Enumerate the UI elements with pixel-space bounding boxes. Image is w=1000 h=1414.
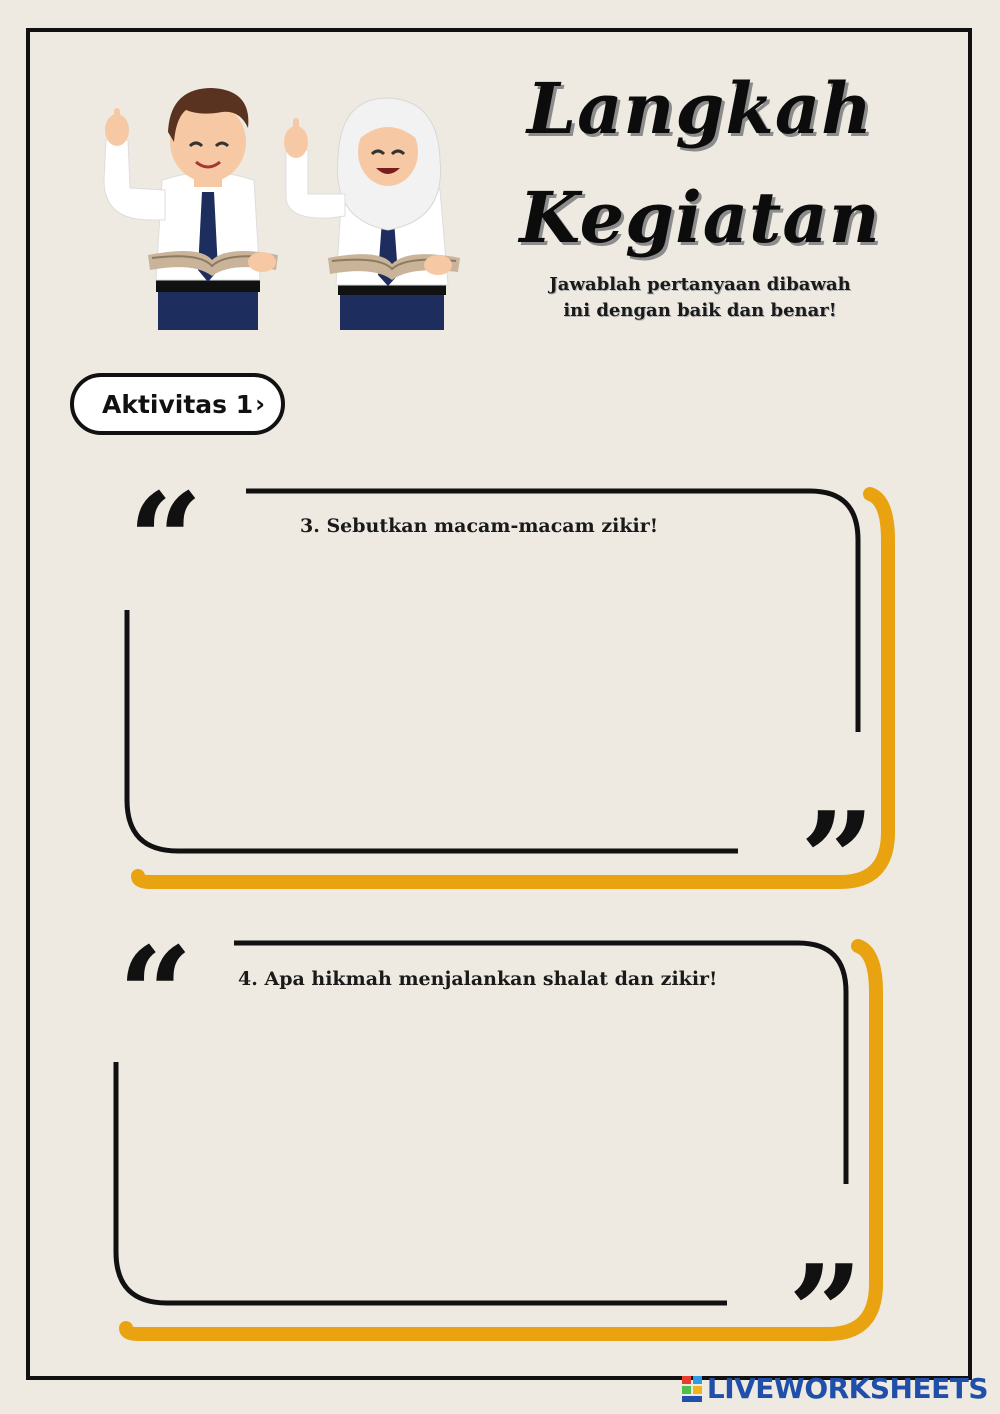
chevron-right-icon: ›: [255, 390, 266, 418]
boy-student-figure: [104, 88, 278, 330]
instruction-line2: ini dengan baik dan benar!: [563, 300, 837, 321]
activity-label: Aktivitas 1: [102, 389, 254, 419]
answer-field-3[interactable]: [150, 555, 844, 839]
brand-label: LIVEWORKSHEETS: [706, 1372, 988, 1405]
instruction-text: [520, 272, 880, 324]
close-quote-icon: ”: [800, 783, 875, 936]
students-illustration: [90, 70, 480, 335]
girl-student-figure: [284, 98, 460, 330]
open-quote-icon: “: [118, 918, 193, 1071]
question-text-3: 3. Sebutkan macam-macam zikir!: [300, 515, 659, 537]
page-title-line2: Kegiatan: [519, 176, 881, 259]
answer-field-4[interactable]: [140, 1008, 834, 1292]
question-text-4: 4. Apa hikmah menjalankan shalat dan zikir!: [238, 968, 718, 990]
activity-button[interactable]: [70, 373, 285, 435]
open-quote-icon: “: [128, 464, 203, 617]
instruction-line1: Jawablah pertanyaan dibawah: [549, 274, 851, 295]
close-quote-icon: ”: [788, 1236, 863, 1389]
liveworksheets-brand[interactable]: [682, 1372, 988, 1405]
liveworksheets-logo-icon: [682, 1374, 704, 1404]
page-title-line1: Langkah: [526, 67, 874, 150]
